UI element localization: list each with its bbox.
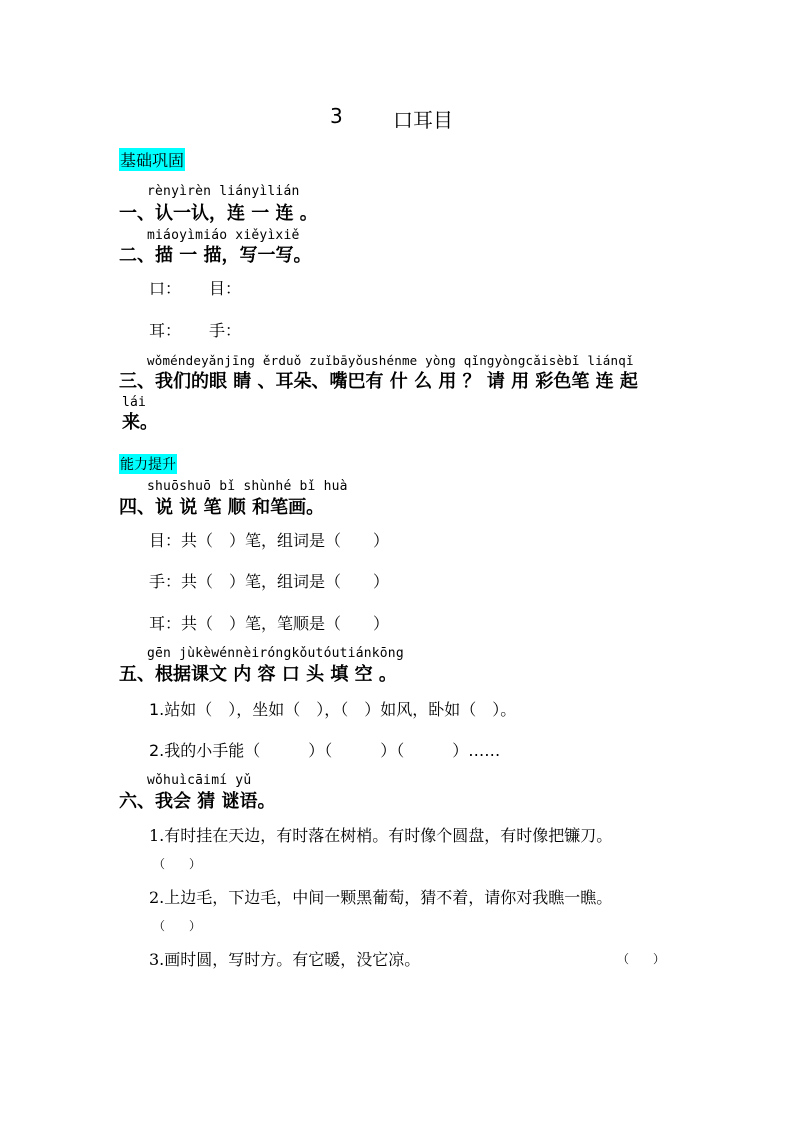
q6-heading: 六、我会 猜 谜语。	[119, 791, 276, 812]
q5-heading: 五、根据课文 内 容 口 头 填 空 。	[119, 664, 397, 685]
q2-label-mu: 目：	[209, 279, 242, 298]
q5-line-2: 2.我的小手能（ ）（ ）（ ）……	[149, 741, 501, 760]
q3-heading-2: 来。	[122, 412, 158, 433]
q6-answer-2: （ ）	[153, 919, 202, 933]
q4-line: 目：共（ ）笔，组词是（ ）	[149, 531, 390, 550]
page-title: 口耳目	[393, 108, 453, 132]
q3-pinyin: wǒméndeyǎnjīng ěrduǒ zuǐbāyǒushénme yòng qǐngyòngcǎisèbǐ liánqǐ	[147, 353, 634, 368]
q2-label-kou: 口：	[149, 279, 182, 298]
q3-pinyin-2: lái	[122, 395, 147, 410]
q6-answer-3: （ ）	[617, 952, 666, 966]
q4-heading: 四、说 说 笔 顺 和笔画。	[119, 497, 325, 518]
q5-pinyin: gēn jùkèwénnèiróngkǒutóutiánkōng	[147, 646, 404, 661]
q1-heading: 一、认一认，连 一 连 。	[119, 203, 318, 224]
q2-pinyin: miáoyìmiáo xiěyìxiě	[147, 228, 300, 243]
q2-label-shou: 手：	[209, 321, 242, 340]
q6-pinyin: wǒhuìcāimí yǔ	[147, 773, 252, 788]
q2-label-er: 耳：	[149, 321, 182, 340]
q5-line-1: 1.站如（ ），坐如（ ），（ ）如风，卧如（ ）。	[149, 700, 517, 719]
q4-line: 耳：共（ ）笔，笔顺是（ ）	[149, 614, 390, 633]
q6-riddle-3: 3.画时圆，写时方。有它暖，没它凉。	[149, 950, 421, 969]
q3-heading: 三、我们的眼 睛 、耳朵、嘴巴有 什 么 用 ？ 请 用 彩色笔 连 起	[119, 371, 638, 392]
q4-pinyin: shuōshuō bǐ shùnhé bǐ huà	[147, 479, 348, 494]
section-label-advanced: 能力提升	[119, 454, 177, 474]
title-number: 3	[330, 104, 343, 128]
q4-line: 手：共（ ）笔，组词是（ ）	[149, 572, 390, 591]
q2-heading: 二、描 一 描，写一写。	[119, 245, 312, 266]
section-label-basic: 基础巩固	[119, 148, 185, 171]
q6-answer-1: （ ）	[153, 857, 202, 871]
q6-riddle-1: 1.有时挂在天边，有时落在树梢。有时像个圆盘，有时像把镰刀。	[149, 826, 613, 845]
q1-pinyin: rènyìrèn liányìlián	[147, 184, 300, 199]
q6-riddle-2: 2.上边毛，下边毛，中间一颗黑葡萄，猜不着，请你对我瞧一瞧。	[149, 888, 613, 907]
